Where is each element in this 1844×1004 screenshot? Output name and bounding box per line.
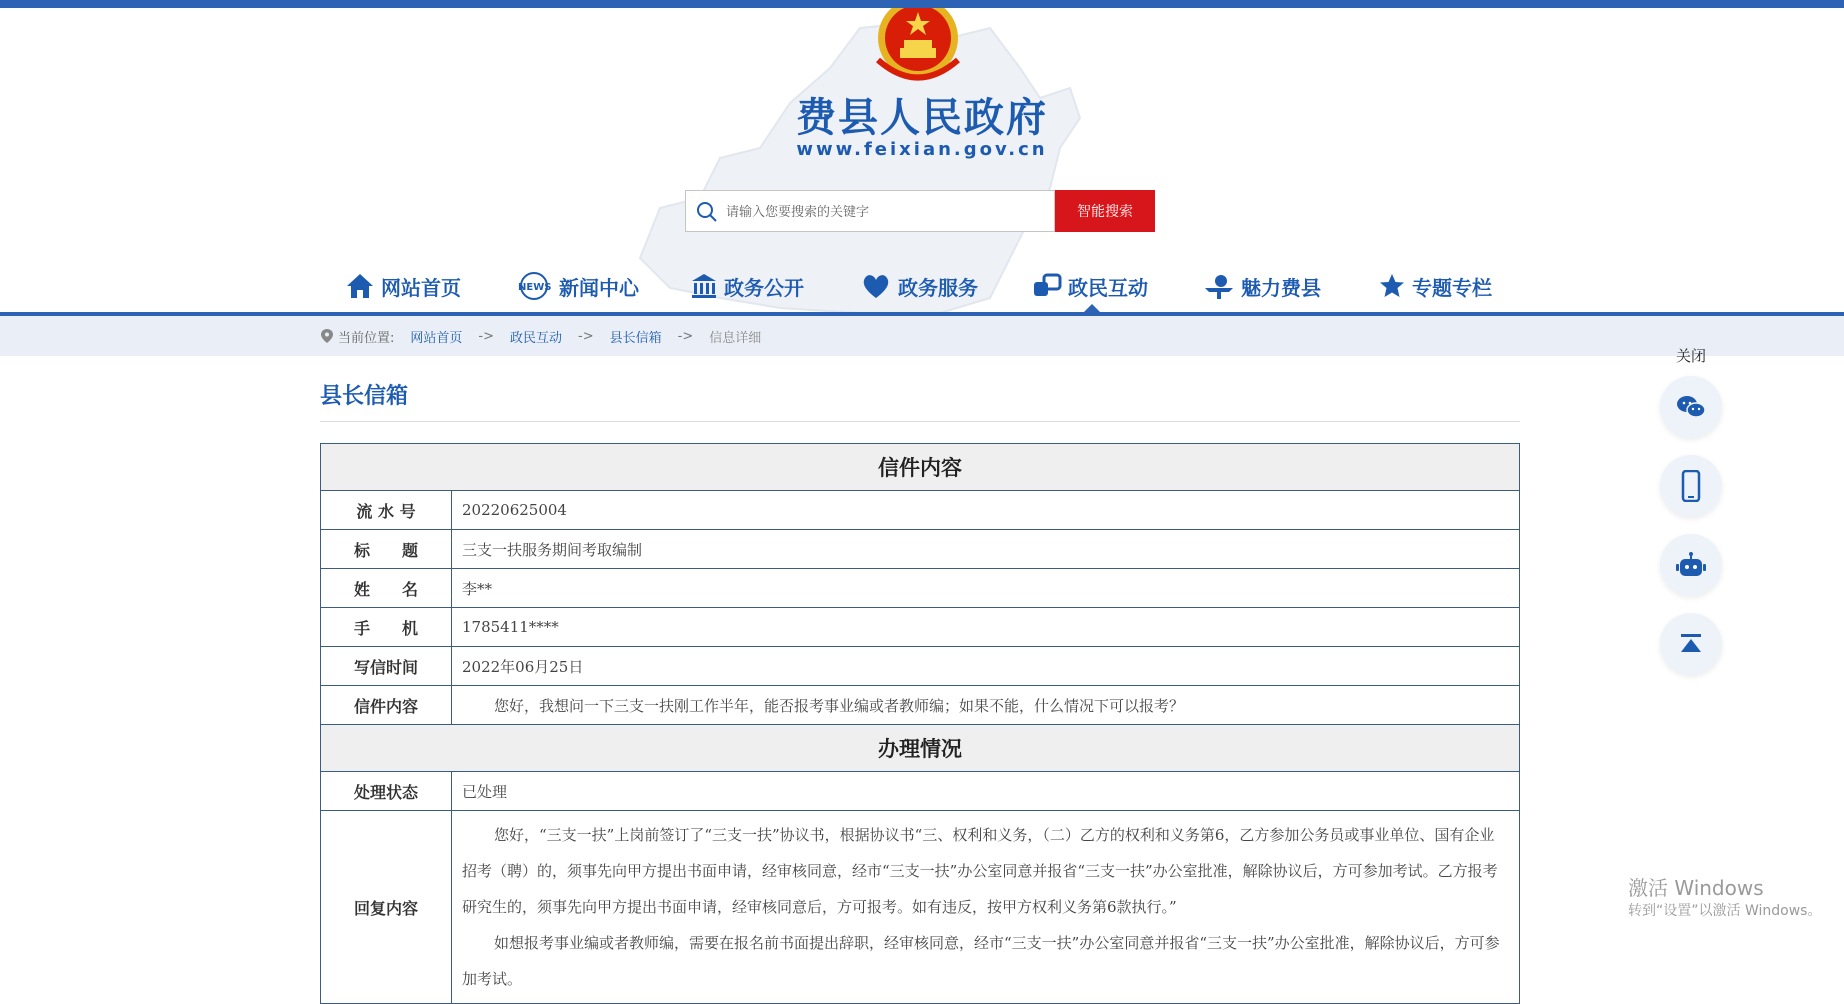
- table-row: [321, 725, 1520, 772]
- wechat-icon: [1675, 393, 1707, 421]
- interaction-icon: [1032, 272, 1062, 300]
- site-url: www.feixian.gov.cn: [796, 139, 1048, 160]
- breadcrumb-link-mailbox[interactable]: 县长信箱: [609, 330, 662, 346]
- table-row: [321, 647, 1520, 686]
- search-icon: [696, 201, 718, 223]
- status-value: 已处理: [452, 772, 1520, 811]
- letter-detail-table: [320, 443, 1520, 1004]
- search-input[interactable]: [724, 197, 1050, 227]
- government-building-icon: [690, 272, 718, 300]
- location-pin-icon: [320, 328, 334, 344]
- time-label: 写信时间: [321, 647, 452, 686]
- table-row: [321, 772, 1520, 811]
- subject-label: 标 题: [321, 530, 452, 569]
- national-emblem-logo: [870, 8, 966, 92]
- breadcrumb-link-home[interactable]: 网站首页: [410, 330, 463, 346]
- site-title: 费县人民政府: [796, 94, 1048, 141]
- robot-icon: [1675, 551, 1707, 579]
- table-row: [321, 569, 1520, 608]
- nav-item-label: 政务公开: [724, 275, 804, 300]
- nav-item-label: 政务服务: [898, 275, 978, 300]
- serial-label: 流 水 号: [321, 491, 452, 530]
- reply-paragraph: 您好，“三支一扶”上岗前签订了“三支一扶”协议书，根据协议书“三、权利和义务，（二）乙方的权利和义务第6，乙方参加公务员或事业单位、国有企业招考（聘）的，须事先向甲方提出书面申请，经审核同意，经市“三支一扶”办公室同意并报省“三支一扶”办公室批准，解除协议后，方可参加考试。乙方报考研究生的，须事先向甲方提出书面申请，经审核同意后，方可报考。如有违反，按甲方权利义务第6款执行。”: [462, 826, 1498, 916]
- mobile-button[interactable]: [1660, 455, 1722, 517]
- phone-value: 1785411****: [452, 608, 1520, 647]
- handling-header: 办理情况: [321, 725, 1520, 772]
- table-row: [321, 491, 1520, 530]
- main-nav: [0, 260, 1844, 312]
- robot-button[interactable]: [1660, 534, 1722, 596]
- nav-item-services[interactable]: [860, 268, 978, 304]
- windows-activation-hint: 转到“设置”以激活 Windows。: [1628, 903, 1822, 919]
- nav-item-topics[interactable]: [1378, 268, 1492, 304]
- status-label: 处理状态: [321, 772, 452, 811]
- reply-paragraph: 如想报考事业编或者教师编，需要在报名前书面提出辞职，经审核同意，经市“三支一扶”办公室同意并报省“三支一扶”办公室批准，解除协议后，方可参加考试。: [462, 934, 1500, 988]
- breadcrumb-separator: ->: [677, 328, 694, 344]
- reply-content: [452, 811, 1520, 1004]
- windows-activation-watermark: 激活 Windows: [1628, 876, 1764, 900]
- table-row: [321, 811, 1520, 1004]
- nav-item-label: 政民互动: [1068, 275, 1148, 300]
- back-to-top-icon: [1679, 632, 1703, 656]
- wechat-button[interactable]: [1660, 376, 1722, 438]
- home-icon: [345, 272, 375, 300]
- letter-header: 信件内容: [321, 444, 1520, 491]
- nav-item-label: 专题专栏: [1412, 275, 1492, 300]
- back-to-top-button[interactable]: [1660, 613, 1722, 675]
- float-panel-close-button[interactable]: 关闭: [1676, 347, 1707, 365]
- breadcrumb: [320, 316, 761, 356]
- scenery-icon: [1203, 272, 1235, 300]
- subject-value: 三支一扶服务期间考取编制: [452, 530, 1520, 569]
- news-globe-icon: [515, 271, 553, 301]
- breadcrumb-link-interaction[interactable]: 政民互动: [510, 330, 563, 346]
- search-box: [685, 190, 1055, 232]
- nav-item-label: 网站首页: [381, 275, 461, 300]
- star-icon: [1378, 272, 1406, 300]
- table-row: [321, 444, 1520, 491]
- nav-item-label: 新闻中心: [559, 275, 639, 300]
- name-value: 李**: [452, 569, 1520, 608]
- nav-item-label: 魅力费县: [1241, 275, 1321, 300]
- mobile-icon: [1681, 470, 1701, 502]
- content-label: 信件内容: [321, 686, 452, 725]
- breadcrumb-prefix: 当前位置:: [338, 330, 395, 346]
- heart-hands-icon: [860, 272, 892, 300]
- top-accent-bar: [0, 0, 1844, 8]
- nav-item-gov-affairs[interactable]: [690, 268, 804, 304]
- breadcrumb-current: 信息详细: [709, 330, 762, 346]
- time-value: 2022年06月25日: [452, 647, 1520, 686]
- table-row: [321, 530, 1520, 569]
- phone-label: 手 机: [321, 608, 452, 647]
- nav-item-interaction[interactable]: [1032, 268, 1148, 304]
- breadcrumb-separator: ->: [578, 328, 594, 344]
- reply-label: 回复内容: [321, 811, 452, 1004]
- page-title: 县长信箱: [320, 384, 409, 409]
- table-row: [321, 608, 1520, 647]
- nav-item-home[interactable]: [345, 268, 461, 304]
- table-row: [321, 686, 1520, 725]
- name-label: 姓 名: [321, 569, 452, 608]
- title-divider: [320, 421, 1520, 422]
- serial-value: 20220625004: [452, 491, 1520, 530]
- breadcrumb-separator: ->: [478, 328, 494, 344]
- breadcrumb-bar: [0, 316, 1844, 356]
- search-button[interactable]: 智能搜索: [1055, 190, 1155, 232]
- active-nav-indicator: [1084, 304, 1100, 312]
- content-value: 您好，我想问一下三支一扶刚工作半年，能否报考事业编或者教师编；如果不能，什么情况下可以报考？: [452, 686, 1520, 725]
- nav-item-charm[interactable]: [1203, 268, 1321, 304]
- svg-text:NEWS: NEWS: [518, 282, 552, 293]
- nav-item-news[interactable]: [515, 268, 639, 304]
